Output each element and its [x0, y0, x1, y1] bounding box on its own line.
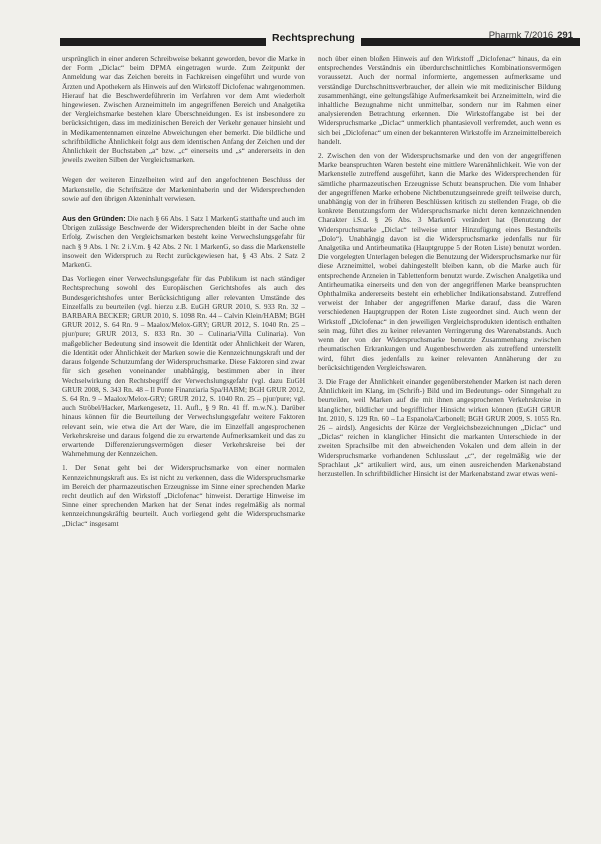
grounds-paragraph — [62, 214, 305, 269]
paragraph: 3. Die Frage der Ähnlichkeit einander gegenüberstehender Marken ist nach deren Ähnlichkeit im Klang, im (Schrift-) Bild und im Bedeutungs- oder Sinngehalt zu beurteilen, weil Marken auf die mit ihnen angesprochenen Verkehrskreise in klanglicher, bildlicher und begrifflicher Hinsicht wirken können (EuGH GRUR Int. 2010, S. 129 Rn. 60 – La Espanola/Carbonell; BGH GRUR 2009, S. 1055 Rn. 26 – airdsl). Angesichts der Kürze der Vergleichsbezeichnungen „Diclac“ und „Diclas“ reichen in klanglicher Hinsicht die markanten Unterschiede in der zweiten Sprachsilbe mit den abweichenden Vokalen und dem allein in der Widerspruchsmarke vorhandenen Schlusslaut „c“, der regelmäßig wie der Sprachlaut „k“ artikuliert wird, aus, um einen ausreichenden Markenabstand herzustellen. In schriftbildlicher Hinsicht ist der Markenabstand zwar etwas weni- — [318, 376, 561, 478]
running-header — [489, 30, 573, 41]
paragraph: ursprünglich in einer anderen Schreibweise bekannt geworden, bevor die Marke in der Form „Diclac“ beim DPMA eingetragen wurde. Zum Zeitpunkt der Anmeldung war das Zeichen bereits in Fachkreisen eingeführt und wurde von Ärzten und Apothekern als Hinweis auf den Wirkstoff Diclofenac wahrgenommen. Hierauf hat die Beschwerdeführerin im Verfahren vor dem Amt wiederholt hingewiesen. Zwischen Arzneimitteln im angegriffenen Bereich und Analgetika der Vergleichsmarke bestehen klare Überschneidungen. Es ist insbesondere zu berücksichtigen, dass im medizinischen Bereich der Verkehr genauer hinsieht und in Medikamentennamen einzelne Abweichungen eher bemerkt. Die bildliche und schriftbildliche Ähnlichkeit folgt aus dem identischen Anfang der Zeichen und der Ähnlichkeit der Buchstaben „a“ bzw. „c“ einerseits und „s“ andererseits in den jeweils zweiten Silben der Vergleichsmarken. — [62, 54, 305, 165]
paragraph: Wegen der weiteren Einzelheiten wird auf den angefochtenen Beschluss der Markenstelle, die Schriftsätze der Markeninhaberin und der Widersprechenden sowie auf den übrigen Akteninhalt verwiesen. — [62, 175, 305, 203]
paragraph: 1. Der Senat geht bei der Widerspruchsmarke von einer normalen Kennzeichnungskraft aus. Es ist nicht zu verkennen, dass die Widerspruchsmarke im Bereich der pharmazeutischen Erzeugnisse im Sinne einer sprechenden Marke recht deutlich auf den Wirkstoff „Diclofenac“ hinweist. Derartige Hinweise im Sinne einer sprechenden Marken hat der Senat indes regelmäßig als normal kennzeichnungskräftig beurteilt. Auch vorliegend geht die Widerspruchsmarke „Diclac“ insgesamt — [62, 463, 305, 528]
page-number: 291 — [557, 30, 573, 41]
journal-issue: Pharmk 7/2016 — [488, 30, 554, 41]
section-title: Rechtsprechung — [266, 31, 361, 46]
paragraph: Das Vorliegen einer Verwechslungsgefahr für das Publikum ist nach ständiger Rechtsprechung sowohl des Europäischen Gerichtshofes als auch des Bundesgerichtshofes unter Berücksichtigung aller relevanten Umstände des Einzelfalls zu beurteilen (vgl. hierzu z.B. EuGH GRUR 2010, S. 933 Rn. 32 – BARBARA BECKER; GRUR 2010, S. 1098 Rn. 44 – Calvin Klein/HABM; BGH GRUR 2012, S. 64 Rn. 9 – Maalox/Melox-GRY; GRUR 2012, S. 1040 Rn. 25 – pjur/pure; GRUR 2013, S. 833 Rn. 30 – Culinaria/Villa Culinaria). Von maßgeblicher Bedeutung sind insoweit die Identität oder Ähnlichkeit der Waren, die Identität oder Ähnlichkeit der Marken sowie die Kennzeichnungskraft und der daraus folgende Schutzumfang der Widerspruchsmarke. Diese Faktoren sind zwar für sich gesehen voneinander unabhängig, bestimmen aber in ihrer Wechselwirkung den Rechtsbegriff der Verwechslungsgefahr (vgl. dazu EuGH GRUR 2008, S. 343 Rn. 48 – Il Ponte Finanziaria Spa/HABM; BGH GRUR 2012, S. 64 Rn. 9 – Maalox/Melox-GRY; GRUR 2012, S. 1040 Rn. 25 – pjur/pure; vgl. auch Ströbel/Hacker, Markengesetz, 11. Aufl., § 9 Rn. 41 ff. m.w.N.). Darüber hinaus können für die Beurteilung der Verwechslungsgefahr weitere Faktoren relevant sein, wie etwa die Art der Ware, die im Einzelfall angesprochenen Verkehrskreise und daraus folgend die zu erwartende Aufmerksamkeit und das zu erwartende Differenzierungsvermögen dieser Verkehrskreise bei der Wahrnehmung der Kennzeichen. — [62, 274, 305, 459]
grounds-heading: Aus den Gründen: — [62, 214, 126, 224]
paragraph: 2. Zwischen den von der Widerspruchsmarke und den von der angegriffenen Marke beanspruchten Waren besteht eine mittlere Warenähnlichkeit. Wie von der Markenstelle zutreffend ausgeführt, kann die Marke des Widersprechenden für sämtliche pharmazeutischen Erzeugnisse Schutz beanspruchen. Die vom Inhaber der angegriffenen Marke erhobene Nichtbenutzungseinrede greift teilweise durch, unabhängig von der in früheren Beschlüssen kritisch zu stellenden Frage, ob die konkrete Benutzungsform der Widerspruchsmarke nicht deren kennzeichnenden Charakter i.S.d. § 26 Abs. 3 MarkenG verändert hat (Benutzung der Widerspruchsmarke „Diclac“ teilweise unter Hinzufügung eines Bestandteils „Dolo“). Unabhängig davon ist die Widerspruchsmarke jedenfalls nur für Analgetika und Antirheumatika (Hauptgruppe 5 der Roten Liste) benutzt worden. Die vorgelegten Unterlagen belegen die Benutzung der Widerspruchsmarke nur für diese Arzneimittel, wobei dahingestellt bleiben kann, ob die Marke auch für entsprechende Arzneien in Tablettenform benutzt wurde. Zwischen Analgetika und Antirheumatika einerseits und den von der angegriffenen Marke beanspruchten Ophthalmika andererseits besteht ein erheblicher Indikationsabstand. Zutreffend verweist der Inhaber der angegriffenen Marke darauf, dass die Waren verschiedenen Hauptgruppen der Roten Liste zugeordnet sind. Auch wenn der Wirkstoff „Diclofenac“ in den jeweiligen Vergleichsprodukten identisch enthalten sein mag, führt dies zu keiner relevanten Verringerung des Warenabstands. Auch wenn der von der Widerspruchsmarke benutzte Zusammenhang zwischen rheumatischen Erkrankungen und Augenbeschwerden als zutreffend unterstellt wird, führt dies jedenfalls zu keiner relevanten Annäherung der zu berücksichtigenden Vergleichswaren. — [318, 151, 561, 372]
paragraph-text: Die nach § 66 Abs. 1 Satz 1 MarkenG statthafte und auch im Übrigen zulässige Beschwerde der Widersprechenden bleibt in der Sache ohne Erfolg. Zwischen den Vergleichsmarken besteht keine Verwechslungsgefahr für nach § 9 Abs. 1 Nr. 2 i.V.m. § 42 Abs. 2 Nr. 1 MarkenG, so dass die Markenstelle insoweit den Widerspruch zu Recht zurückgewiesen hat, § 43 Abs. 2 Satz 2 MarkenG. — [62, 214, 305, 270]
paragraph: noch über einen bloßen Hinweis auf den Wirkstoff „Diclofenac“ hinaus, da ein entsprechendes Verständnis ein überdurchschnittliches Kombinationsvermögen voraussetzt. Auch der normal informierte, angemessen aufmerksame und verständige Durchschnittsverbraucher, der allein wie mit medizinischer Bildung zusammenhängt, eine geltungsfähige Aufmerksamkeit bei Arzneimitteln, wird die inhaltliche Bezugnahme nicht unmittelbar, sondern nur im Rahmen einer analysierenden Betrachtung erkennen. Die Wirkstoffangabe ist bei der Widerspruchsmarke „Diclac“ unmerklich phantasievoll verfremdet, auch wenn es sich bei „Diclofenac“ um einen der bekannteren Wirkstoffe im Arzneimittelbereich handelt. — [318, 54, 561, 146]
right-column — [318, 54, 561, 483]
left-column — [62, 54, 305, 533]
